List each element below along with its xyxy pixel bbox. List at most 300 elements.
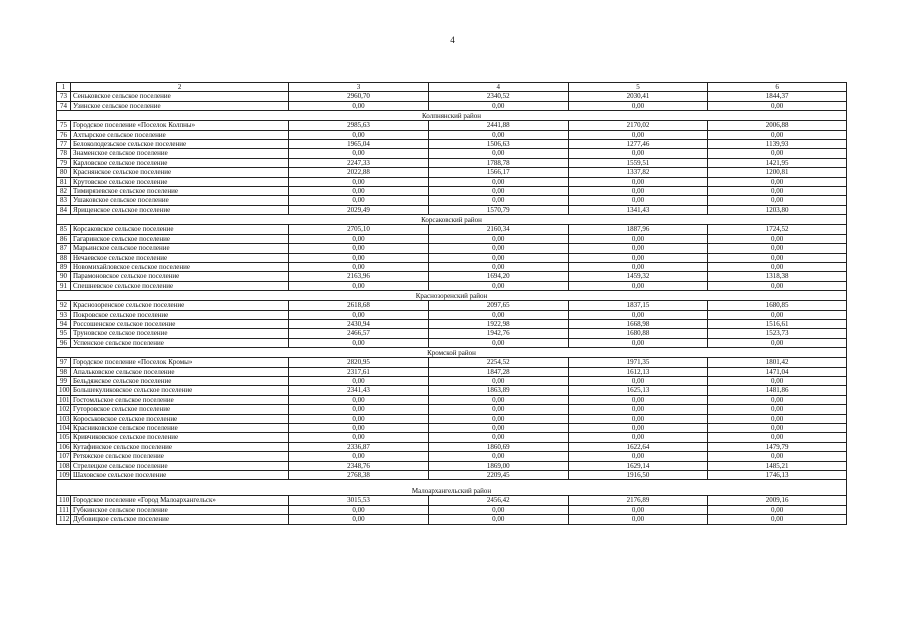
value-cell: 0,00	[568, 515, 708, 524]
row-number: 77	[57, 140, 71, 149]
value-cell: 0,00	[428, 405, 568, 414]
settlement-name: Гагаринское сельское поселение	[70, 234, 288, 243]
value-cell: 2009,16	[708, 496, 847, 505]
value-cell: 0,00	[708, 515, 847, 524]
table-row	[57, 405, 847, 414]
table-row	[57, 319, 847, 328]
value-cell: 1863,89	[428, 386, 568, 395]
value-cell: 0,00	[428, 253, 568, 262]
value-cell: 0,00	[708, 338, 847, 347]
page-number: 4	[450, 35, 455, 45]
row-number: 106	[57, 442, 71, 451]
value-cell: 1200,81	[708, 168, 847, 177]
district-heading-row	[57, 215, 847, 225]
value-cell: 0,00	[289, 244, 429, 253]
row-number: 74	[57, 101, 71, 110]
value-cell: 0,00	[568, 505, 708, 514]
value-cell: 0,00	[708, 281, 847, 290]
value-cell: 0,00	[428, 433, 568, 442]
value-cell: 0,00	[428, 101, 568, 110]
value-cell: 1680,85	[708, 301, 847, 310]
value-cell: 2705,10	[289, 225, 429, 234]
value-cell: 2163,96	[289, 272, 429, 281]
table-row	[57, 121, 847, 130]
value-cell: 1523,73	[708, 329, 847, 338]
value-cell: 2618,68	[289, 301, 429, 310]
settlement-name: Карловское сельское поселение	[70, 158, 288, 167]
settlement-name: Краснянское сельское поселение	[70, 168, 288, 177]
value-cell: 0,00	[568, 424, 708, 433]
value-cell: 0,00	[289, 405, 429, 414]
value-cell: 0,00	[289, 196, 429, 205]
district-heading-row	[57, 480, 847, 496]
value-cell: 2030,41	[568, 92, 708, 101]
value-cell: 0,00	[708, 244, 847, 253]
table-row	[57, 442, 847, 451]
value-cell: 0,00	[708, 452, 847, 461]
settlement-name: Апальковское сельское поселение	[70, 367, 288, 376]
value-cell: 1629,14	[568, 461, 708, 470]
value-cell: 0,00	[568, 310, 708, 319]
table-row	[57, 196, 847, 205]
value-cell: 0,00	[289, 376, 429, 385]
table-row	[57, 149, 847, 158]
value-cell: 1337,82	[568, 168, 708, 177]
row-number: 102	[57, 405, 71, 414]
value-cell: 0,00	[289, 414, 429, 423]
row-number: 80	[57, 168, 71, 177]
value-cell: 0,00	[568, 433, 708, 442]
value-cell: 1860,69	[428, 442, 568, 451]
settlement-name: Красниковское сельское поселение	[70, 424, 288, 433]
value-cell: 1516,61	[708, 319, 847, 328]
value-cell: 0,00	[568, 376, 708, 385]
value-cell: 2960,70	[289, 92, 429, 101]
value-cell: 0,00	[708, 196, 847, 205]
district-heading-row	[57, 291, 847, 301]
row-number: 76	[57, 130, 71, 139]
value-cell: 3015,53	[289, 496, 429, 505]
value-cell: 2456,42	[428, 496, 568, 505]
row-number: 87	[57, 244, 71, 253]
value-cell: 0,00	[568, 149, 708, 158]
value-cell: 2006,88	[708, 121, 847, 130]
value-cell: 1277,46	[568, 140, 708, 149]
settlement-name: Кривчиковское сельское поселение	[70, 433, 288, 442]
value-cell: 0,00	[568, 234, 708, 243]
table-row	[57, 433, 847, 442]
value-cell: 0,00	[428, 234, 568, 243]
value-cell: 2336,87	[289, 442, 429, 451]
row-number: 81	[57, 177, 71, 186]
value-cell: 0,00	[289, 234, 429, 243]
value-cell: 0,00	[428, 187, 568, 196]
value-cell: 0,00	[568, 262, 708, 271]
value-cell: 0,00	[289, 395, 429, 404]
value-cell: 1479,79	[708, 442, 847, 451]
value-cell: 1668,98	[568, 319, 708, 328]
value-cell: 1746,13	[708, 471, 847, 480]
value-cell: 0,00	[708, 101, 847, 110]
table-row	[57, 515, 847, 524]
row-number: 91	[57, 281, 71, 290]
header-cell: 1	[57, 83, 71, 92]
value-cell: 0,00	[708, 505, 847, 514]
table-row	[57, 395, 847, 404]
value-cell: 2254,52	[428, 358, 568, 367]
value-cell: 2768,38	[289, 471, 429, 480]
value-cell: 1506,63	[428, 140, 568, 149]
value-cell: 2170,02	[568, 121, 708, 130]
value-cell: 2340,52	[428, 92, 568, 101]
table-row	[57, 205, 847, 214]
value-cell: 0,00	[428, 177, 568, 186]
value-cell: 2341,43	[289, 386, 429, 395]
row-number: 95	[57, 329, 71, 338]
value-cell: 2022,88	[289, 168, 429, 177]
settlement-name: Труновское сельское поселение	[70, 329, 288, 338]
table-row	[57, 140, 847, 149]
settlement-name: Губкинское сельское поселение	[70, 505, 288, 514]
value-cell: 0,00	[708, 405, 847, 414]
value-cell: 0,00	[289, 338, 429, 347]
header-cell: 4	[428, 83, 568, 92]
district-heading: Краснозоренский район	[57, 291, 847, 301]
value-cell: 1965,04	[289, 140, 429, 149]
value-cell: 0,00	[568, 395, 708, 404]
header-cell: 2	[70, 83, 288, 92]
value-cell: 1421,95	[708, 158, 847, 167]
value-cell: 0,00	[289, 101, 429, 110]
value-cell: 0,00	[428, 395, 568, 404]
row-number: 96	[57, 338, 71, 347]
table-row	[57, 92, 847, 101]
value-cell: 1622,64	[568, 442, 708, 451]
value-cell: 0,00	[568, 187, 708, 196]
table-row	[57, 452, 847, 461]
settlement-name: Ярищенское сельское поселение	[70, 205, 288, 214]
value-cell: 0,00	[708, 424, 847, 433]
row-number: 97	[57, 358, 71, 367]
table-row	[57, 262, 847, 271]
value-cell: 1916,50	[568, 471, 708, 480]
value-cell: 2209,45	[428, 471, 568, 480]
settlement-name: Гостомльское сельское поселение	[70, 395, 288, 404]
row-number: 101	[57, 395, 71, 404]
settlement-name: Краснозоренское сельское поселение	[70, 301, 288, 310]
settlement-name: Покровское сельское поселение	[70, 310, 288, 319]
table-row	[57, 168, 847, 177]
value-cell: 1837,15	[568, 301, 708, 310]
settlement-name: Нечаевское сельское поселение	[70, 253, 288, 262]
value-cell: 0,00	[289, 253, 429, 262]
value-cell: 0,00	[568, 253, 708, 262]
row-number: 110	[57, 496, 71, 505]
value-cell: 2466,57	[289, 329, 429, 338]
row-number: 112	[57, 515, 71, 524]
value-cell: 1566,17	[428, 168, 568, 177]
header-cell: 3	[289, 83, 429, 92]
row-number: 86	[57, 234, 71, 243]
header-cell: 6	[708, 83, 847, 92]
value-cell: 1801,42	[708, 358, 847, 367]
value-cell: 0,00	[428, 376, 568, 385]
settlement-name: Знаменское сельское поселение	[70, 149, 288, 158]
value-cell: 2247,33	[289, 158, 429, 167]
table-row	[57, 225, 847, 234]
settlement-name: Ретяжское сельское поселение	[70, 452, 288, 461]
row-number: 109	[57, 471, 71, 480]
settlement-name: Тимирязевское сельское поселение	[70, 187, 288, 196]
table-row	[57, 158, 847, 167]
district-heading: Малоархангельский район	[57, 480, 847, 496]
value-cell: 0,00	[428, 414, 568, 423]
row-number: 98	[57, 367, 71, 376]
value-cell: 0,00	[289, 281, 429, 290]
value-cell: 1139,93	[708, 140, 847, 149]
settlement-name: Дубовицкое сельское поселение	[70, 515, 288, 524]
value-cell: 0,00	[289, 433, 429, 442]
value-cell: 0,00	[708, 262, 847, 271]
value-cell: 0,00	[289, 505, 429, 514]
value-cell: 0,00	[289, 262, 429, 271]
row-number: 82	[57, 187, 71, 196]
value-cell: 0,00	[289, 187, 429, 196]
value-cell: 0,00	[289, 452, 429, 461]
row-number: 100	[57, 386, 71, 395]
value-cell: 1887,96	[568, 225, 708, 234]
value-cell: 0,00	[289, 177, 429, 186]
value-cell: 0,00	[428, 424, 568, 433]
district-heading: Колпнянский район	[57, 111, 847, 121]
row-number: 88	[57, 253, 71, 262]
value-cell: 0,00	[708, 376, 847, 385]
value-cell: 0,00	[428, 262, 568, 271]
value-cell: 0,00	[708, 149, 847, 158]
settlement-name: Большекуликовское сельское поселение	[70, 386, 288, 395]
value-cell: 0,00	[289, 310, 429, 319]
row-number: 92	[57, 301, 71, 310]
table-row	[57, 358, 847, 367]
row-number: 107	[57, 452, 71, 461]
settlement-name: Корсаковское сельское поселение	[70, 225, 288, 234]
value-cell: 2985,63	[289, 121, 429, 130]
table-row	[57, 187, 847, 196]
district-heading-row	[57, 111, 847, 121]
row-number: 94	[57, 319, 71, 328]
value-cell: 1922,98	[428, 319, 568, 328]
settlement-name: Городское поселение «Поселок Кромы»	[70, 358, 288, 367]
value-cell: 0,00	[428, 130, 568, 139]
value-cell: 0,00	[428, 281, 568, 290]
value-cell: 0,00	[568, 405, 708, 414]
value-cell: 1844,37	[708, 92, 847, 101]
row-number: 93	[57, 310, 71, 319]
value-cell: 1869,00	[428, 461, 568, 470]
value-cell: 1788,78	[428, 158, 568, 167]
value-cell: 2430,94	[289, 319, 429, 328]
settlement-name: Крутовское сельское поселение	[70, 177, 288, 186]
table-row	[57, 301, 847, 310]
value-cell: 2160,34	[428, 225, 568, 234]
value-cell: 1559,51	[568, 158, 708, 167]
value-cell: 0,00	[428, 244, 568, 253]
district-heading-row	[57, 348, 847, 358]
settlement-name: Ушаковское сельское поселение	[70, 196, 288, 205]
table-header-row	[57, 83, 847, 92]
settlement-name: Ахтырское сельское поселение	[70, 130, 288, 139]
value-cell: 0,00	[289, 130, 429, 139]
table-row	[57, 505, 847, 514]
row-number: 99	[57, 376, 71, 385]
value-cell: 1459,32	[568, 272, 708, 281]
value-cell: 0,00	[708, 130, 847, 139]
row-number: 78	[57, 149, 71, 158]
value-cell: 1570,79	[428, 205, 568, 214]
value-cell: 0,00	[568, 452, 708, 461]
settlement-name: Марьинское сельское поселение	[70, 244, 288, 253]
table-row	[57, 130, 847, 139]
table-row	[57, 386, 847, 395]
row-number: 103	[57, 414, 71, 423]
settlement-name: Бельдяжское сельское поселение	[70, 376, 288, 385]
value-cell: 0,00	[428, 452, 568, 461]
row-number: 108	[57, 461, 71, 470]
settlement-name: Шаховское сельское поселение	[70, 471, 288, 480]
value-cell: 0,00	[568, 244, 708, 253]
row-number: 79	[57, 158, 71, 167]
row-number: 84	[57, 205, 71, 214]
value-cell: 0,00	[568, 130, 708, 139]
settlement-name: Успенское сельское поселение	[70, 338, 288, 347]
table-row	[57, 367, 847, 376]
table-row	[57, 177, 847, 186]
value-cell: 1680,88	[568, 329, 708, 338]
value-cell: 1341,43	[568, 205, 708, 214]
row-number: 90	[57, 272, 71, 281]
row-number: 111	[57, 505, 71, 514]
table-row	[57, 101, 847, 110]
value-cell: 1971,35	[568, 358, 708, 367]
value-cell: 0,00	[568, 196, 708, 205]
table-row	[57, 272, 847, 281]
value-cell: 1625,13	[568, 386, 708, 395]
value-cell: 0,00	[568, 101, 708, 110]
settlement-name: Узинское сельское поселение	[70, 101, 288, 110]
header-cell: 5	[568, 83, 708, 92]
row-number: 85	[57, 225, 71, 234]
value-cell: 0,00	[428, 515, 568, 524]
table-row	[57, 244, 847, 253]
table-row	[57, 281, 847, 290]
value-cell: 2029,49	[289, 205, 429, 214]
value-cell: 0,00	[708, 187, 847, 196]
table-body	[57, 83, 847, 525]
value-cell: 2441,88	[428, 121, 568, 130]
value-cell: 0,00	[708, 310, 847, 319]
table-row	[57, 414, 847, 423]
value-cell: 0,00	[428, 149, 568, 158]
value-cell: 0,00	[708, 253, 847, 262]
value-cell: 0,00	[289, 515, 429, 524]
district-heading: Корсаковский район	[57, 215, 847, 225]
value-cell: 0,00	[428, 505, 568, 514]
table-row	[57, 471, 847, 480]
table-row	[57, 461, 847, 470]
value-cell: 1485,21	[708, 461, 847, 470]
settlement-name: Спешневское сельское поселение	[70, 281, 288, 290]
settlement-name: Новомихайловское сельское поселение	[70, 262, 288, 271]
settlement-name: Короськовское сельское поселение	[70, 414, 288, 423]
table-row	[57, 424, 847, 433]
value-cell: 1481,86	[708, 386, 847, 395]
row-number: 89	[57, 262, 71, 271]
row-number: 83	[57, 196, 71, 205]
settlement-name: Стрелецкое сельское поселение	[70, 461, 288, 470]
row-number: 75	[57, 121, 71, 130]
value-cell: 1942,76	[428, 329, 568, 338]
value-cell: 0,00	[428, 196, 568, 205]
table-row	[57, 310, 847, 319]
value-cell: 1612,13	[568, 367, 708, 376]
value-cell: 0,00	[289, 424, 429, 433]
value-cell: 2176,89	[568, 496, 708, 505]
row-number: 73	[57, 92, 71, 101]
row-number: 105	[57, 433, 71, 442]
district-heading: Кромской район	[57, 348, 847, 358]
row-number: 104	[57, 424, 71, 433]
settlement-name: Сеньковское сельское поселение	[70, 92, 288, 101]
value-cell: 0,00	[289, 149, 429, 158]
value-cell: 0,00	[708, 177, 847, 186]
value-cell: 0,00	[568, 281, 708, 290]
settlement-name: Россошенское сельское поселение	[70, 319, 288, 328]
value-cell: 2820,95	[289, 358, 429, 367]
settlement-name: Белоколодезьское сельское поселение	[70, 140, 288, 149]
table-row	[57, 376, 847, 385]
settlement-name: Кутафинское сельское поселение	[70, 442, 288, 451]
table-row	[57, 338, 847, 347]
value-cell: 0,00	[708, 414, 847, 423]
value-cell: 0,00	[428, 310, 568, 319]
budget-table	[56, 82, 847, 525]
value-cell: 1471,04	[708, 367, 847, 376]
value-cell: 1694,20	[428, 272, 568, 281]
value-cell: 1203,80	[708, 205, 847, 214]
value-cell: 1724,52	[708, 225, 847, 234]
value-cell: 1847,28	[428, 367, 568, 376]
value-cell: 0,00	[708, 433, 847, 442]
value-cell: 0,00	[568, 338, 708, 347]
value-cell: 0,00	[568, 177, 708, 186]
value-cell: 2348,76	[289, 461, 429, 470]
settlement-name: Городское поселение «Город Малоархангельск»	[70, 496, 288, 505]
table-row	[57, 234, 847, 243]
value-cell: 0,00	[708, 395, 847, 404]
value-cell: 2097,65	[428, 301, 568, 310]
value-cell: 0,00	[568, 414, 708, 423]
value-cell: 0,00	[708, 234, 847, 243]
value-cell: 2317,61	[289, 367, 429, 376]
value-cell: 1318,38	[708, 272, 847, 281]
table-row	[57, 496, 847, 505]
value-cell: 0,00	[428, 338, 568, 347]
settlement-name: Гуторовское сельское поселение	[70, 405, 288, 414]
table-row	[57, 329, 847, 338]
settlement-name: Городское поселение «Поселок Колпны»	[70, 121, 288, 130]
settlement-name: Парамоновское сельское поселение	[70, 272, 288, 281]
table-row	[57, 253, 847, 262]
